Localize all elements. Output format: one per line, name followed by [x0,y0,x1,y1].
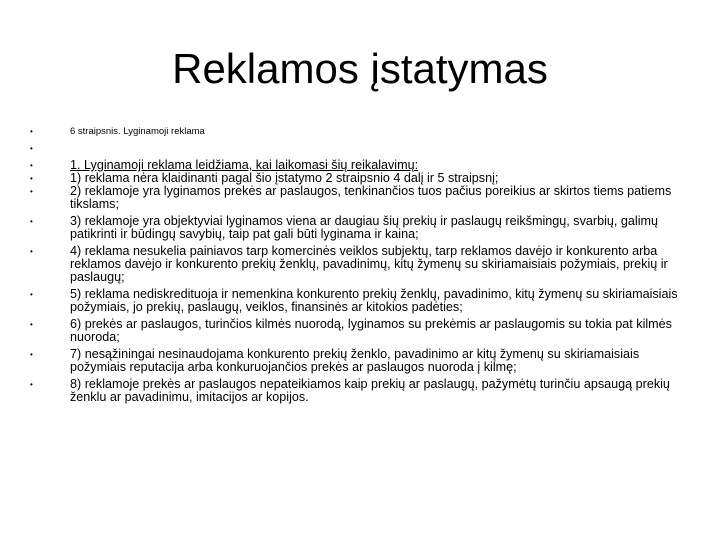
list-item: • 2) reklamoje yra lyginamos prekės ar paslaugos, tenkinančios tuos pačius poreikius ar skirtos tiems patiems tikslams; [30,185,690,211]
list-item: • 1) reklama nėra klaidinanti pagal šio įstatymo 2 straipsnio 4 dalį ir 5 straipsnį; [30,172,690,185]
list-item: • 3) reklamoje yra objektyviai lyginamos viena ar daugiau šių prekių ir paslaugų reikšmingų, svarbių, galimų patikrinti ir būdingų savybių, taip pat gali būti lyginama ir kaina; [30,215,690,241]
paragraph-heading: • 1. Lyginamoji reklama leidžiama, kai laikomasi šių reikalavimų: [30,159,690,172]
list-item: • 6) prekės ar paslaugos, turinčios kilmės nuorodą, lyginamos su prekėmis ar paslaugomis su tokia pat kilmės nuoroda; [30,318,690,344]
list-item: • 4) reklama nesukelia painiavos tarp komercinės veiklos subjektų, tarp reklamos davėjo ir konkurento arba reklamos davėjo ir konkurento prekių ženklų, pavadinimų, kitų žymenų su skiriamaisiais požymiais, prekių ir paslaugų; [30,245,690,284]
article-heading: • 6 straipsnis. Lyginamoji reklama [30,125,690,138]
list-item: • 5) reklama nediskredituoja ir nemenkina konkurento prekių ženklų, pavadinimo, kitų žymenų su skiriamaisiais požymiais, jo prekių, paslaugų, veiklos, finansinės ar kitokios padėties; [30,288,690,314]
list-item: • 7) nesąžiningai nesinaudojama konkurento prekių ženklo, pavadinimo ar kitų žymenų su skiriamaisiais požymiais reputacija arba konkuruojančios prekės ar paslaugos nuoroda į kilmę; [30,348,690,374]
list-item: • 8) reklamoje prekės ar paslaugos nepateikiamos kaip prekių ar paslaugų, pažymėtų turinčiu apsaugą prekių ženklu ar pavadinimu, imitacijos ar kopijos. [30,378,690,404]
empty-bullet [30,142,690,155]
bullet-list [30,125,690,404]
slide-title: Reklamos įstatymas [172,45,548,92]
